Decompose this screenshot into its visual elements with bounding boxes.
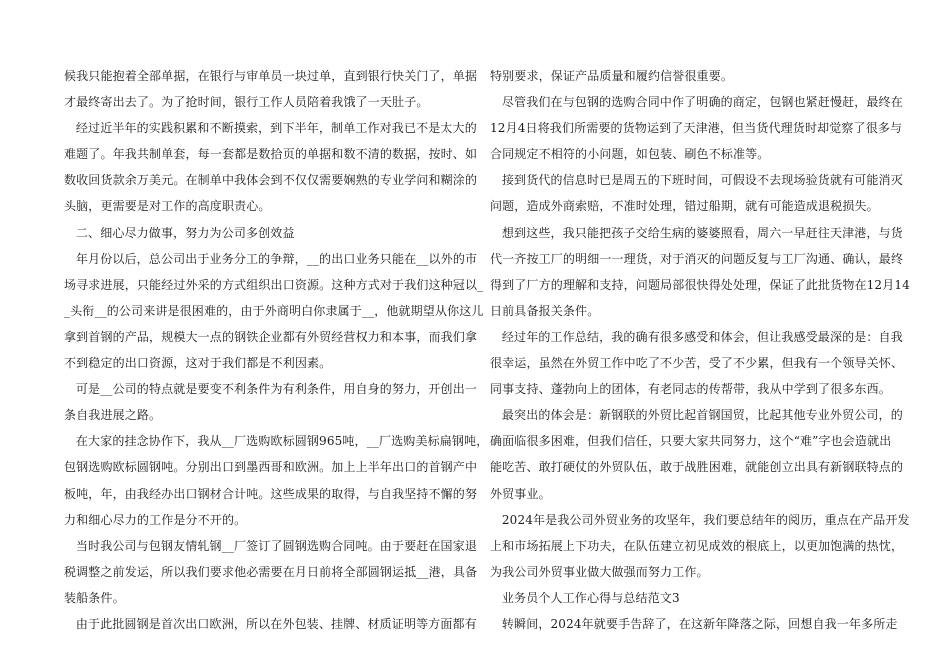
- paragraph-line: 不到稳定的出口资源，这对于我们都是不利因素。: [64, 356, 332, 371]
- paragraph-line: 能吃苦、敢打硬仗的外贸队伍，敢于战胜困难，就能创立出具有新钢联特点的: [490, 460, 904, 475]
- paragraph-line: 力和细心尽力的工作是分不开的。: [64, 512, 247, 527]
- paragraph-line: 想到这些，我只能把孩子交给生病的婆婆照看，周六一早赶往天津港，与货: [490, 225, 903, 240]
- paragraph-line: 外贸事业。: [490, 486, 551, 501]
- paragraph-line: 上和市场拓展上下功夫，在队伍建立初见成效的根底上，以更加饱满的热忱，: [490, 538, 904, 553]
- paragraph-line: 可是__公司的特点就是要变不利条件为有利条件，用自身的努力，开创出一: [64, 382, 477, 397]
- paragraph-line: 问题，造成外商索赔，不准时处理，错过船期，就有可能造成退税损失。: [490, 199, 879, 214]
- paragraph-line: 同事支持、蓬勃向上的团体，有老同志的传帮带，我从中学到了很多东西。: [490, 382, 891, 397]
- paragraph-line: 最突出的体会是：新钢联的外贸比起首钢国贸，比起其他专业外贸公司，的: [490, 408, 903, 423]
- paragraph-line: 2024年是我公司外贸业务的攻坚年，我们要总结年的阅历，重点在产品开发: [490, 512, 910, 527]
- paragraph-line: 特别要求，保证产品质量和履约信誉很重要。: [490, 69, 734, 83]
- paragraph-line: 经过年的工作总结，我的确有很多感受和体会，但让我感受最深的是：自我: [490, 329, 903, 344]
- paragraph-line: 才最终寄出去了。为了抢时间，银行工作人员陪着我饿了一天肚子。: [64, 95, 429, 110]
- right-column: [490, 63, 910, 637]
- paragraph-line: 装船条件。: [64, 590, 125, 605]
- paragraph-line: 得到了厂方的理解和支持，问题局部很快得处处理，保证了此批货物在12月14: [490, 277, 910, 292]
- paragraph-line: 头脑，更需要是对工作的高度职责心。: [64, 199, 271, 214]
- paragraph-line: 12月4日将我们所需要的货物运到了天津港，但当货代理货时却觉察了很多与: [490, 121, 903, 136]
- paragraph-line: 确面临很多困难，但我们信任，只要大家共同努力，这个“难”字也会造就出: [490, 434, 892, 449]
- paragraph-line: _头衔__的公司来讲是很困难的，由于外商明白你隶属于__，他就期望从你这儿: [64, 303, 484, 318]
- paragraph-line: 拿到首钢的产品，规模大一点的钢铁企业都有外贸经营权力和本事，而我们拿: [64, 329, 478, 344]
- paragraph-line: 为我公司外贸事业做大做强而努力工作。: [490, 564, 709, 579]
- paragraph-line: 难题了。年我共制单套，每一套都是数拾页的单据和数不清的数据，按时、如: [64, 147, 478, 162]
- paragraph-line: 转瞬间，2024年就要手告辞了，在这新年降落之际，回想自我一年多所走: [490, 616, 898, 631]
- paragraph-line: 年月份以后，总公司出于业务分工的争辩，__的出口业务只能在__以外的市: [64, 251, 478, 266]
- paragraph-line: 数收回货款余万美元。在制单中我体会到不仅仅需要娴熟的专业学问和糊涂的: [64, 173, 478, 188]
- paragraph-line: 场寻求进展，只能经过外采的方式组织出口资源。这种方式对于我们这种冠以_: [64, 277, 484, 292]
- paragraph-line: 经过近半年的实践积累和不断摸索，到下半年，制单工作对我已不是太大的: [64, 121, 477, 136]
- paragraph-line: 税调整之前发运，所以我们要求他必需要在月日前将全部圆钢运抵__港，具备: [64, 564, 478, 579]
- paragraph-line: 板吨，年，由我经办出口钢材合计吨。这些成果的取得，与自我坚持不懈的努: [64, 486, 478, 501]
- paragraph-line: 当时我公司与包钢友情轧钢__厂签订了圆钢选购合同吨。由于要赶在国家退: [64, 538, 477, 553]
- paragraph-line: 很幸运，虽然在外贸工作中吃了不少苦，受了不少累，但我有一个领导关怀、: [490, 356, 904, 371]
- paragraph-line: 合同规定不相符的小问题，如包装、刷色不标准等。: [490, 147, 770, 162]
- section-heading: 业务员个人工作心得与总结范文3: [490, 590, 680, 605]
- paragraph-line: 尽管我们在与包钢的选购合同中作了明确的商定，包钢也紧赶慢赶，最终在: [490, 95, 903, 110]
- paragraph-line: 候我只能抱着全部单据，在银行与审单员一块过单，直到银行快关门了，单据: [64, 69, 478, 83]
- paragraph-line: 日前具备报关条件。: [490, 303, 600, 318]
- paragraph-line: 代一齐按工厂的明细一一理货，对于消灭的问题反复与工厂沟通、确认，最终: [490, 251, 904, 266]
- paragraph-line: 包钢选购欧标圆钢吨。分别出口到墨西哥和欧洲。加上上半年出口的首钢产中: [64, 460, 478, 475]
- paragraph-line: 由于此批圆钢是首次出口欧洲，所以在外包装、挂牌、材质证明等方面都有: [64, 616, 477, 631]
- paragraph-line: 在大家的挂念协作下，我从__厂选购欧标圆钢965吨，__厂选购美标扁钢吨，: [64, 434, 489, 449]
- left-column: [64, 63, 489, 637]
- section-heading: 二、细心尽力做事，努力为公司多创效益: [64, 225, 295, 240]
- paragraph-line: 条自我进展之路。: [64, 408, 162, 423]
- paragraph-line: 接到货代的信息时已是周五的下班时间，可假设不去现场验货就有可能消灭: [490, 173, 903, 188]
